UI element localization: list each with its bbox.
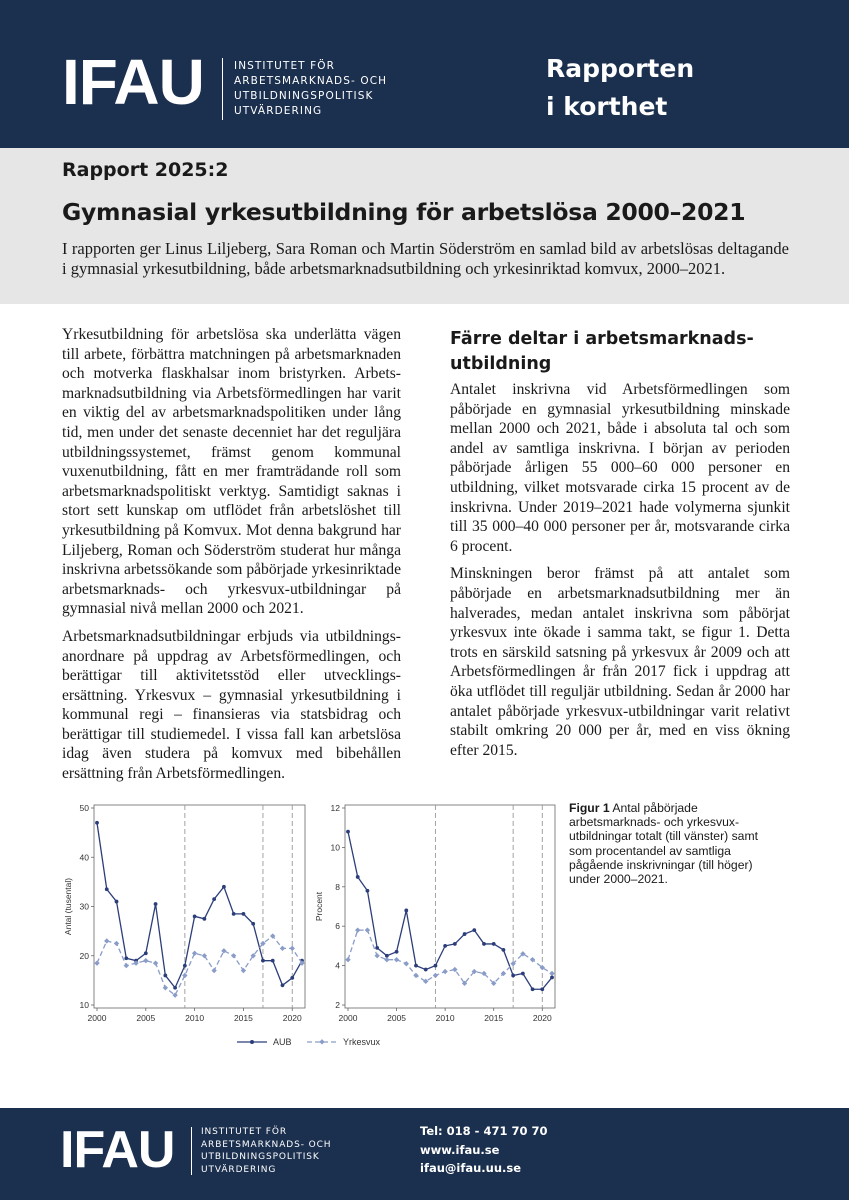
data-point-yrkesvux xyxy=(442,969,447,974)
data-point-aub xyxy=(212,897,216,901)
y-tick-label: 12 xyxy=(330,803,340,813)
data-point-aub xyxy=(144,951,148,955)
data-point-yrkesvux xyxy=(384,957,389,962)
data-point-yrkesvux xyxy=(133,960,138,965)
data-point-aub xyxy=(232,912,236,916)
right-column xyxy=(450,380,790,768)
y-axis-label: Procent xyxy=(314,891,324,922)
institute-line: UTVÄRDERING xyxy=(201,1164,277,1175)
chart-legend xyxy=(237,1037,381,1047)
data-point-yrkesvux xyxy=(452,967,457,972)
data-point-yrkesvux xyxy=(124,963,129,968)
x-tick-label: 2000 xyxy=(338,1013,358,1023)
report-title: Gymnasial yrkesutbildning för arbetslösa 2000–2021 xyxy=(62,198,746,226)
data-point-aub xyxy=(124,956,128,960)
data-point-aub xyxy=(183,964,187,968)
data-point-aub xyxy=(540,987,544,991)
institute-line: UTBILDNINGSPOLITISK xyxy=(234,90,374,102)
footer-ifau-logo: IFAU xyxy=(60,1121,175,1179)
x-tick-label: 2015 xyxy=(484,1013,504,1023)
data-point-aub xyxy=(511,974,515,978)
data-point-yrkesvux xyxy=(345,957,350,962)
data-point-aub xyxy=(472,928,476,932)
data-point-aub xyxy=(424,968,428,972)
data-point-aub xyxy=(115,900,119,904)
institute-line: UTBILDNINGSPOLITISK xyxy=(201,1152,320,1162)
x-tick-label: 2010 xyxy=(185,1013,205,1023)
body-paragraph: Arbetsmarknadsutbildningar erbjuds via utbildningsanordnare på uppdrag av Arbetsförmedlingen, och berättigar till aktivitetsstöd eller utvecklingsersättning. Yrkesvux – gymnasial yrkesutbildning i kommunal regi – finansieras via statsbidrag och berättigar till studiemedel. I vissa fall kan arbetslösa idag även studera på komvux med bibehållen ersättning från Arbetsförmedlingen. xyxy=(62,627,401,783)
institute-line: INSTITUTET FÖR xyxy=(234,60,336,72)
data-point-aub xyxy=(105,887,109,891)
report-number: Rapport 2025:2 xyxy=(62,159,229,181)
series-title-line: i korthet xyxy=(546,92,668,121)
data-point-aub xyxy=(261,959,265,963)
data-point-aub xyxy=(492,942,496,946)
chart-panel-1 xyxy=(63,803,305,1023)
body-paragraph: Yrkesutbildning för arbetslösa ska underlätta vägen till arbete, förbättra matchningen på arbetsmarknaden och motverka flaskhalsar inom bristyrken. Arbetsmarknadsutbildning via Arbetsförmedlingen har varit en viktig del av arbetsmarknadspolitiken under lång tid, men under det senaste decenniet har det reguljära utbildningssystemet, främst genom kommunal vuxenutbildning, fått en mer framträdande roll som arbetsmarknadspolitiskt verktyg. Samtidigt saknas i stort sett kunskap om utflödet från arbetslöshet till yrkesutbildning på Komvux. Mot denna bakgrund har Liljeberg, Roman och Söderström studerat hur många inskrivna arbetssökande som påbörjade yrkesinriktade arbetsmarknads- och yrkesvux-utbildningar på gymnasial nivå mellan 2000 och 2021. xyxy=(62,326,401,618)
plot-frame xyxy=(94,805,305,1008)
data-point-aub xyxy=(502,948,506,952)
y-axis-label: Antal (tusental) xyxy=(63,877,73,936)
y-tick-label: 50 xyxy=(79,803,89,813)
footer-logo-divider xyxy=(191,1127,192,1175)
data-point-aub xyxy=(521,972,525,976)
data-point-yrkesvux xyxy=(404,961,409,966)
data-point-yrkesvux xyxy=(182,973,187,978)
data-point-yrkesvux xyxy=(433,973,438,978)
data-point-aub xyxy=(95,821,99,825)
x-tick-label: 2015 xyxy=(233,1013,253,1023)
data-point-aub xyxy=(251,922,255,926)
data-point-aub xyxy=(154,902,158,906)
data-point-aub xyxy=(453,942,457,946)
data-point-yrkesvux xyxy=(280,946,285,951)
figure-svg xyxy=(62,800,562,1060)
data-point-yrkesvux xyxy=(355,927,360,932)
legend-label-yrkesvux: Yrkesvux xyxy=(343,1037,381,1047)
x-tick-label: 2020 xyxy=(282,1013,302,1023)
logo-divider xyxy=(222,58,223,120)
data-point-aub xyxy=(395,950,399,954)
data-point-aub xyxy=(281,983,285,987)
data-point-aub xyxy=(202,917,206,921)
x-tick-label: 2010 xyxy=(435,1013,455,1023)
data-point-yrkesvux xyxy=(394,957,399,962)
data-point-aub xyxy=(290,976,294,980)
institute-line: ARBETSMARKNADS- OCH xyxy=(201,1139,332,1150)
data-point-yrkesvux xyxy=(549,971,554,976)
y-tick-label: 6 xyxy=(335,921,340,932)
data-point-aub xyxy=(482,942,486,946)
y-tick-label: 2 xyxy=(335,1000,340,1010)
data-point-aub xyxy=(463,932,467,936)
series-title-line: Rapporten xyxy=(546,54,695,83)
series-line-aub xyxy=(97,823,302,988)
series-title xyxy=(546,50,694,126)
data-point-aub xyxy=(346,830,350,834)
section-heading: Färre deltar i arbetsmarknadsutbildning xyxy=(450,329,754,374)
institute-name xyxy=(234,59,387,119)
body-paragraph: Antalet inskrivna vid Arbetsförmedlingen som påbörjade en gymnasial yrkesutbildning minskade mellan 2000 och 2021, både i absoluta tal och som andel av samtliga inskrivna. I början av perioden påbörjade årligen 55 000–60 000 personer en utbildning, vilket motsvarade cirka 15 procent av de inskrivna. Under 2019–2021 hade volymerna sjunkit till 35 000–40 000 personer per år, motsvarande cirka 6 procent. xyxy=(450,381,790,555)
legend-label-aub: AUB xyxy=(273,1037,292,1047)
data-point-yrkesvux xyxy=(192,951,197,956)
y-tick-label: 4 xyxy=(335,960,340,971)
data-point-yrkesvux xyxy=(365,927,370,932)
data-point-aub xyxy=(414,964,418,968)
chart-panel-2 xyxy=(314,803,555,1023)
y-tick-label: 10 xyxy=(79,1000,89,1010)
data-point-yrkesvux xyxy=(221,948,226,953)
data-point-aub xyxy=(193,914,197,918)
data-point-aub xyxy=(242,912,246,916)
series-line-aub xyxy=(348,832,552,990)
email-link[interactable]: ifau@ifau.uu.se xyxy=(420,1161,522,1175)
website-link[interactable]: www.ifau.se xyxy=(420,1142,500,1157)
caption-text: Antal påbörjade arbetsmarknads- och yrkesvux-utbildningar totalt (till vänster) samt som procentandel av samtliga pågående inskrivningar (till höger) under 2000–2021. xyxy=(569,801,758,887)
legend-marker-yrkesvux xyxy=(319,1039,324,1044)
data-point-yrkesvux xyxy=(104,938,109,943)
left-column xyxy=(62,325,401,792)
data-point-yrkesvux xyxy=(374,953,379,958)
data-point-aub xyxy=(375,946,379,950)
contact-info xyxy=(420,1122,547,1178)
data-point-yrkesvux xyxy=(290,946,295,951)
legend-marker-aub xyxy=(250,1040,254,1044)
lead-paragraph: I rapporten ger Linus Liljeberg, Sara Roman och Martin Söderström en samlad bild av arbetslösas deltagande i gymnasial yrkesutbildning, både arbetsmarknadsutbildning och yrkesinriktad komvux, 2000–2021. xyxy=(62,239,789,278)
institute-line: ARBETSMARKNADS- OCH xyxy=(234,75,388,87)
data-point-aub xyxy=(531,987,535,991)
caption-label: Figur 1 xyxy=(569,801,610,815)
data-point-yrkesvux xyxy=(211,968,216,973)
x-tick-label: 2005 xyxy=(136,1013,156,1023)
y-tick-label: 40 xyxy=(79,852,89,863)
x-tick-label: 2000 xyxy=(87,1013,107,1023)
ifau-logo: IFAU xyxy=(62,46,204,118)
data-point-aub xyxy=(366,889,370,893)
data-point-yrkesvux xyxy=(94,960,99,965)
y-tick-label: 10 xyxy=(330,842,340,853)
x-tick-label: 2020 xyxy=(532,1013,552,1023)
data-point-aub xyxy=(173,986,177,990)
data-point-yrkesvux xyxy=(143,958,148,963)
phone-number: Tel: 018 - 471 70 70 xyxy=(420,1124,548,1138)
data-point-aub xyxy=(443,944,447,948)
data-point-yrkesvux xyxy=(153,960,158,965)
plot-frame xyxy=(345,805,555,1008)
figure-1 xyxy=(62,800,562,1060)
footer-institute-name xyxy=(201,1126,331,1176)
institute-line: UTVÄRDERING xyxy=(234,105,323,117)
institute-line: INSTITUTET FÖR xyxy=(201,1127,287,1137)
data-point-aub xyxy=(222,885,226,889)
data-point-aub xyxy=(404,909,408,913)
y-tick-label: 20 xyxy=(79,950,89,961)
body-paragraph: Minskningen beror främst på att antalet som påbörjade en arbetsmarknadsutbildning mer än halverades, medan antalet inskrivna som påbörjat yrkesvux inte ökade i samma takt, se figur 1. Detta trots en särskild satsning på yrkesvux år 2009 och att Arbetsförmedlingen år från 2017 fick i uppdrag att öka utflödet till reguljär utbildning. Sedan år 2000 har antalet påbörjade yrkesvux-utbildningar varit relativt stabilt omkring 20 000 per år, med en viss ökning efter 2015. xyxy=(450,565,790,759)
data-point-yrkesvux xyxy=(163,985,168,990)
data-point-aub xyxy=(271,959,275,963)
x-tick-label: 2005 xyxy=(387,1013,407,1023)
data-point-yrkesvux xyxy=(114,941,119,946)
data-point-aub xyxy=(356,875,360,879)
y-tick-label: 30 xyxy=(79,901,89,912)
data-point-aub xyxy=(163,974,167,978)
figure-caption xyxy=(569,801,779,886)
y-tick-label: 8 xyxy=(335,881,340,892)
data-point-aub xyxy=(434,964,438,968)
